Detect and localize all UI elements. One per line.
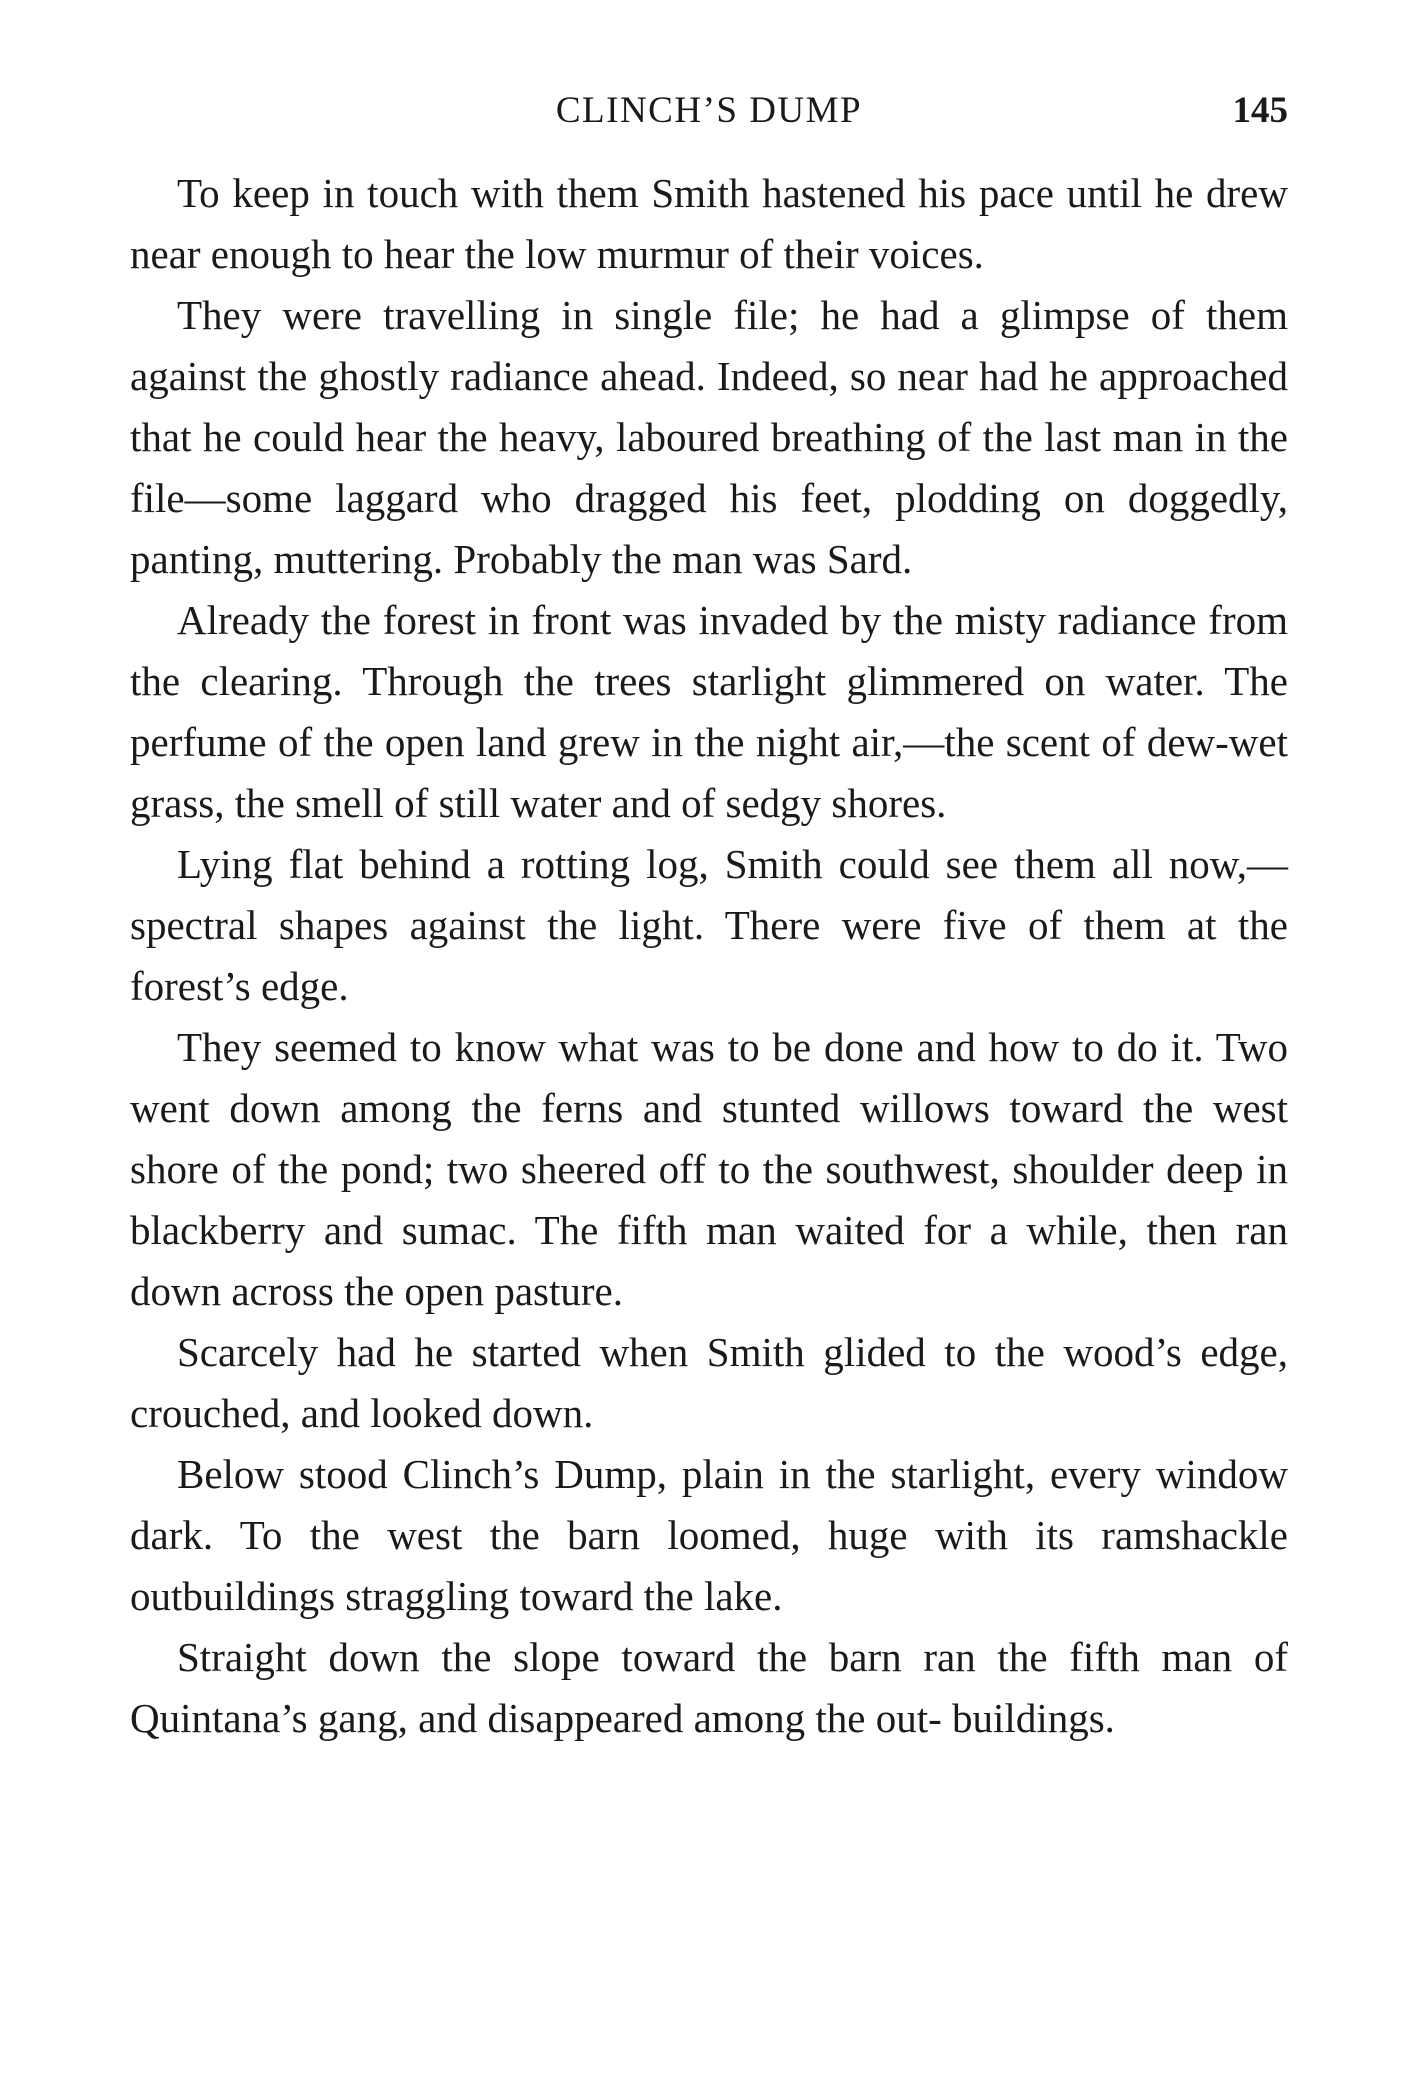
paragraph: Below stood Clinch’s Dump, plain in the starlight, every window dark. To the west the barn loomed, huge with its ramshackle outbuildings straggling toward the lake. <box>130 1451 1288 1619</box>
paragraph: Already the forest in front was invaded by the misty radiance from the clearing. Through the trees starlight glimmered on water. The perfume of the open land grew in the night air,—the scent of dew-wet grass, the smell of still water and of sedgy shores. <box>130 597 1288 826</box>
body-text <box>130 163 1288 1749</box>
running-head <box>130 86 1288 136</box>
paragraph: They were travelling in single file; he had a glimpse of them against the ghostly radiance ahead. Indeed, so near had he approached that he could hear the heavy, laboured breathing of the last man in the file—some laggard who dragged his feet, plodding on doggedly, panting, muttering. Probably the man was Sard. <box>130 292 1288 582</box>
running-title: CLINCH’S DUMP <box>555 90 863 131</box>
paragraph: Scarcely had he started when Smith glided to the wood’s edge, crouched, and looked down. <box>130 1329 1288 1436</box>
paragraph: Lying flat behind a rotting log, Smith could see them all now,—spectral shapes against the light. There were five of them at the forest’s edge. <box>130 841 1288 1009</box>
page-number: 145 <box>1232 90 1288 131</box>
paragraph: Straight down the slope toward the barn ran the fifth man of Quintana’s gang, and disappeared among the out- buildings. <box>130 1634 1288 1741</box>
paragraph: They seemed to know what was to be done and how to do it. Two went down among the ferns and stunted willows toward the west shore of the pond; two sheered off to the southwest, shoulder deep in blackberry and sumac. The fifth man waited for a while, then ran down across the open pasture. <box>130 1024 1288 1314</box>
paragraph: To keep in touch with them Smith hastened his pace until he drew near enough to hear the low murmur of their voices. <box>130 170 1288 277</box>
